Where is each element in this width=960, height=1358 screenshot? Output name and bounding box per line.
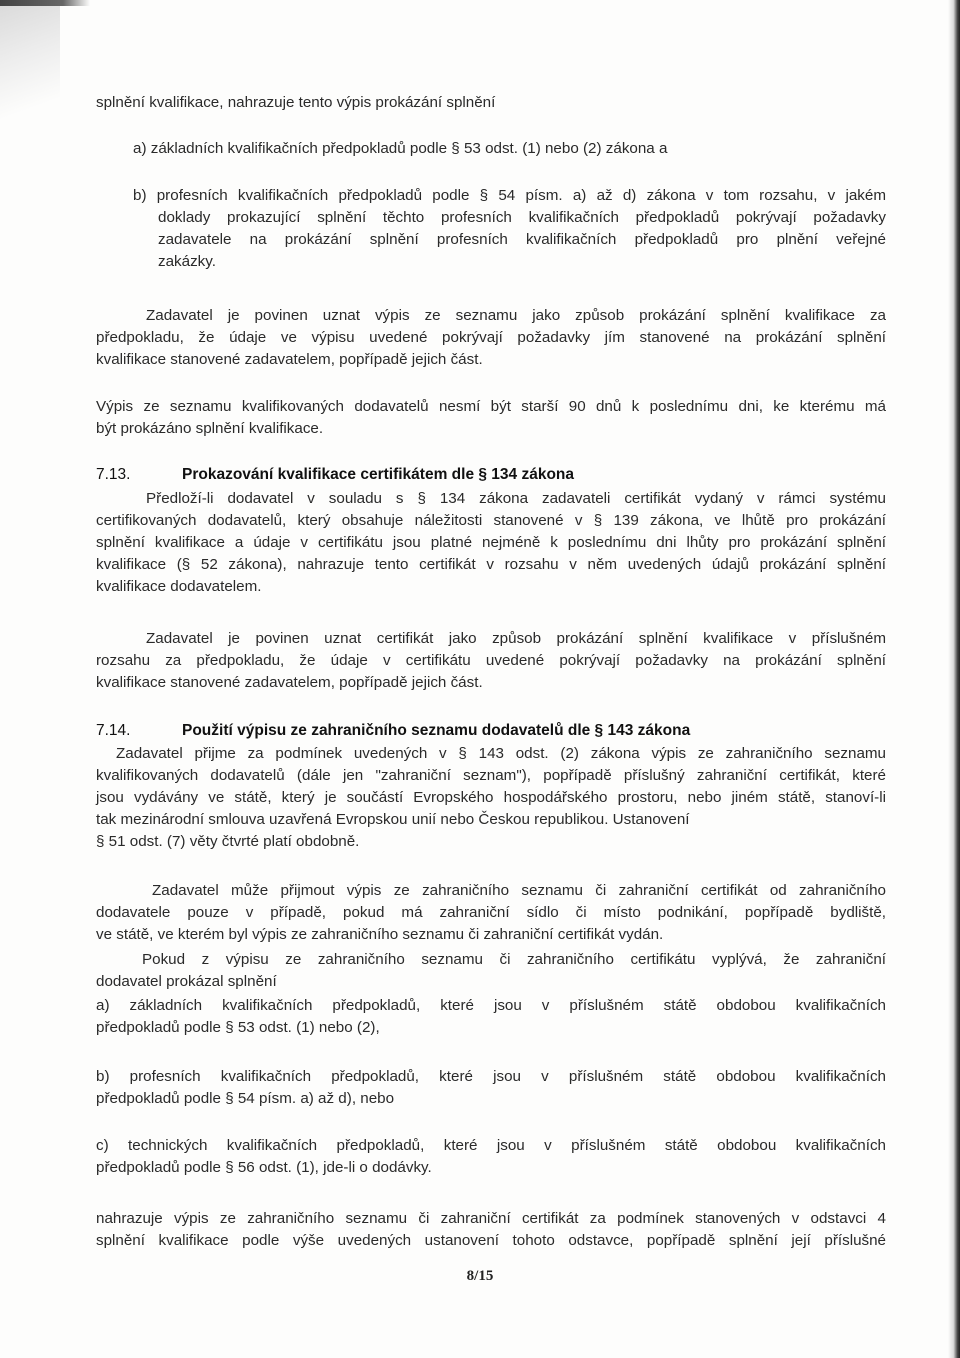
text-line: § 51 odst. (7) věty čtvrté platí obdobně. bbox=[96, 833, 360, 850]
text-line: splnění kvalifikace podle výše uvedených ustanovení tohoto odstavce, popřípadě splnění její příslušné bbox=[96, 1232, 886, 1249]
text-line: Zadavatel je povinen uznat certifikát jako způsob prokázání splnění kvalifikace v příslušném bbox=[146, 630, 886, 647]
text-line: Zadavatel může přijmout výpis ze zahraničního seznamu či zahraniční certifikát od zahraničního bbox=[152, 882, 886, 899]
text-line: tak mezinárodní smlouva uzavřená Evropskou unií nebo Českou republikou. Ustanovení bbox=[96, 811, 690, 828]
text-line: ve státě, ve kterém byl výpis ze zahraničního seznamu či zahraniční certifikát vydán. bbox=[96, 926, 664, 943]
text-line: Pokud z výpisu ze zahraničního seznamu či zahraničního certifikátu vyplývá, že zahraniční bbox=[142, 951, 886, 968]
list-item-b bbox=[96, 1066, 886, 1110]
section-heading-7-14 bbox=[96, 720, 886, 742]
age-paragraph bbox=[96, 396, 886, 440]
list-item-c bbox=[96, 1135, 886, 1179]
text-line: jsou vydávány ve státě, který je součástí Evropského hospodářského prostoru, nebo jiném státě, stanoví-li bbox=[96, 789, 886, 806]
text-line: Zadavatel je povinen uznat výpis ze seznamu jako způsob prokázání splnění kvalifikace za bbox=[146, 307, 886, 324]
text-line: kvalifikace stanovené zadavatelem, popřípadě jejich část. bbox=[96, 351, 483, 368]
text-line: předpokladů podle § 56 odst. (1), jde-li o dodávky. bbox=[96, 1159, 432, 1176]
text-line: nahrazuje výpis ze zahraničního seznamu či zahraniční certifikát za podmínek stanovených v odstavci 4 bbox=[96, 1210, 886, 1227]
text-line: Výpis ze seznamu kvalifikovaných dodavatelů nesmí být starší 90 dnů k poslednímu dni, ke kterému má bbox=[96, 398, 886, 415]
text-line: splnění kvalifikace, nahrazuje tento výpis prokázání splnění bbox=[96, 94, 496, 111]
section-7-14-paragraph-4 bbox=[96, 1208, 886, 1252]
section-number: 7.14. bbox=[96, 722, 131, 739]
section-title: Použití výpisu ze zahraničního seznamu dodavatelů dle § 143 zákona bbox=[182, 722, 691, 739]
text-line: kvalifikace stanovené zadavatelem, popřípadě jejich část. bbox=[96, 674, 483, 691]
scan-edge-top bbox=[0, 0, 90, 6]
scan-edge-right bbox=[948, 0, 960, 1358]
intro-paragraph bbox=[96, 92, 696, 114]
text-line: b) profesních kvalifikačních předpokladů podle § 54 písm. a) až d) zákona v tom rozsahu, v jakém bbox=[133, 187, 886, 204]
text-line: kvalifikace dodavatelem. bbox=[96, 578, 262, 595]
page-number: 8/15 bbox=[466, 1268, 494, 1284]
text-line: a) základních kvalifikačních předpokladů, které jsou v příslušném státě obdobou kvalifikačních bbox=[96, 997, 886, 1014]
text-line: b) profesních kvalifikačních předpokladů, které jsou v příslušném státě obdobou kvalifikačních bbox=[96, 1068, 886, 1085]
section-heading-7-13 bbox=[96, 464, 886, 486]
section-7-14-paragraph-3 bbox=[96, 949, 886, 993]
text-line: c) technických kvalifikačních předpokladů, které jsou v příslušném státě obdobou kvalifikačních bbox=[96, 1137, 886, 1154]
section-number: 7.13. bbox=[96, 466, 131, 483]
text-line: splnění kvalifikace a údaje v certifikátu jsou platné nejméně k poslednímu dni lhůty pro prokázání splnění bbox=[96, 534, 886, 551]
section-7-13-paragraph-1 bbox=[96, 488, 886, 598]
section-7-14-paragraph-2 bbox=[96, 880, 886, 946]
text-line: předpokladů podle § 54 písm. a) až d), nebo bbox=[96, 1090, 395, 1107]
text-line: předpokladu, že údaje ve výpisu uvedené pokrývají požadavky jím stanovené na prokázání splnění bbox=[96, 329, 886, 346]
text-line: Předloží-li dodavatel v souladu s § 134 zákona zadavateli certifikát vydaný v rámci systému bbox=[146, 490, 886, 507]
item-b bbox=[133, 185, 886, 273]
text-line: dodavatele pouze v případě, pokud má zahraniční sídlo či místo podnikání, popřípadě bydliště, bbox=[96, 904, 886, 921]
item-a bbox=[133, 138, 753, 160]
text-line: zakázky. bbox=[158, 253, 216, 270]
text-line: a) základních kvalifikačních předpokladů podle § 53 odst. (1) nebo (2) zákona a bbox=[133, 140, 668, 157]
text-line: dodavatel prokázal splnění bbox=[96, 973, 277, 990]
text-line: předpokladů podle § 53 odst. (1) nebo (2), bbox=[96, 1019, 380, 1036]
text-line: být prokázáno splnění kvalifikace. bbox=[96, 420, 324, 437]
section-7-13-paragraph-2 bbox=[96, 628, 886, 694]
text-line: certifikovaných dodavatelů, který obsahuje náležitosti stanovené v § 139 zákona, ve lhůtě pro prokázání bbox=[96, 512, 886, 529]
section-7-14-paragraph-1 bbox=[96, 743, 886, 853]
text-line: kvalifikace (§ 52 zákona), nahrazuje tento certifikát v rozsahu v něm uvedených údajů prokázání splnění bbox=[96, 556, 886, 573]
text-line: kvalifikovaných dodavatelů (dále jen "zahraniční seznam"), popřípadě příslušný zahraniční certifikát, které bbox=[96, 767, 886, 784]
text-line: rozsahu za předpokladu, že údaje v certifikátu uvedené pokrývají požadavky na prokázání splnění bbox=[96, 652, 886, 669]
section-title: Prokazování kvalifikace certifikátem dle § 134 zákona bbox=[182, 466, 575, 483]
text-line: zadavatele na prokázání splnění profesních kvalifikačních předpokladů pro plnění veřejné bbox=[158, 231, 886, 248]
text-line: doklady prokazující splnění těchto profesních kvalifikačních předpokladů pokrývají požadavky bbox=[158, 209, 886, 226]
list-item-a bbox=[96, 995, 886, 1039]
scan-shadow-corner bbox=[0, 0, 60, 150]
obligation-paragraph bbox=[96, 305, 886, 371]
text-line: Zadavatel přijme za podmínek uvedených v § 143 odst. (2) zákona výpis ze zahraničního seznamu bbox=[116, 745, 886, 762]
